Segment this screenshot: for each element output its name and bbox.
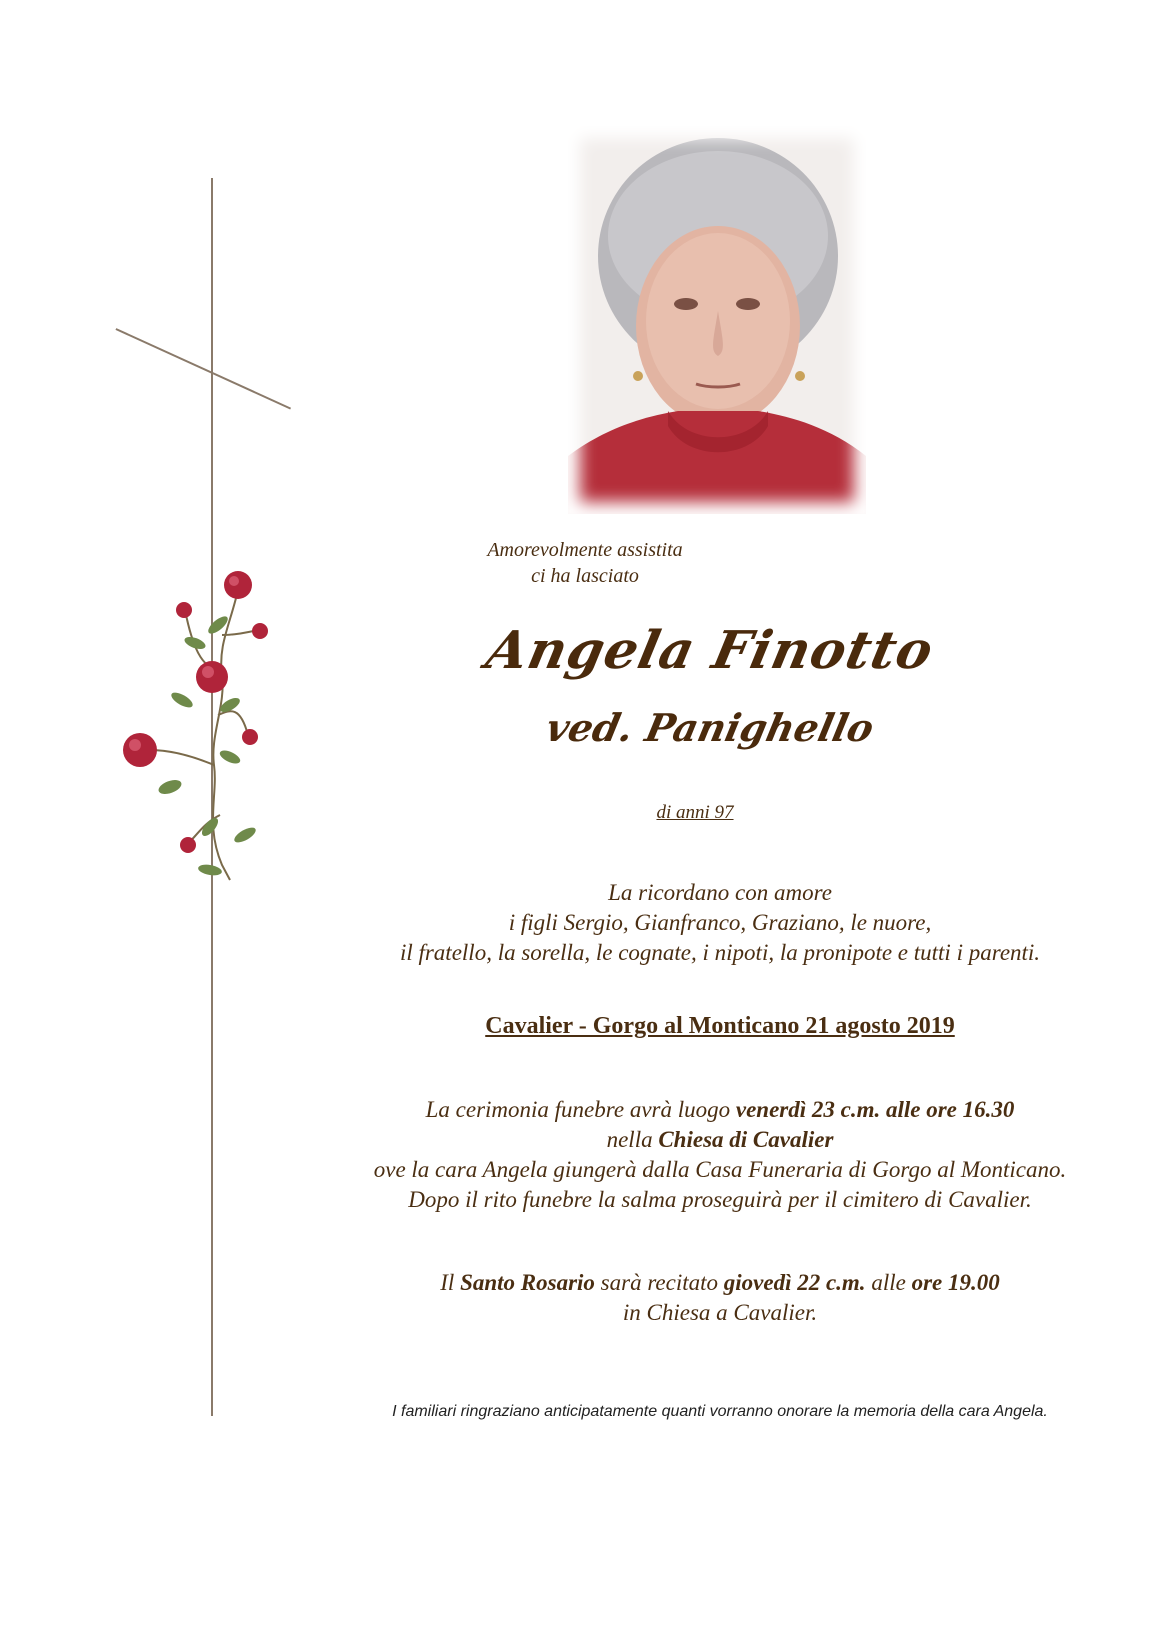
rose-leaves [157, 613, 258, 877]
mourners-line-1: La ricordano con amore [608, 880, 832, 905]
rose-flower-left [123, 733, 157, 767]
ceremony-line-1: La cerimonia funebre avrà luogo venerdì 23 c.m. alle ore 16.30 [425, 1097, 1015, 1122]
intro-line-2: ci ha lasciato [531, 565, 639, 587]
mourners-text [310, 878, 1130, 968]
deceased-age: di anni 97 [656, 802, 734, 823]
rose-flower-bud-3 [242, 729, 258, 745]
rose-flowers [123, 571, 268, 853]
mourners-line-2: i figli Sergio, Gianfranco, Graziano, le nuore, [508, 910, 932, 935]
ceremony-line-4: Dopo il rito funebre la salma proseguirà per il cimitero di Cavalier. [408, 1187, 1032, 1212]
place-date: Cavalier - Gorgo al Monticano 21 agosto 2019 [485, 1013, 955, 1039]
deceased-name: Angela Finotto [481, 620, 939, 681]
cross-horizontal-bar [116, 328, 291, 409]
ceremony-text [310, 1095, 1130, 1215]
mourners-line-3: il fratello, la sorella, le cognate, i nipoti, la pronipote e tutti i parenti. [399, 940, 1041, 965]
rosary-text [310, 1268, 1130, 1328]
rosary-line-1: Il Santo Rosario sarà recitato giovedì 22 c.m. alle ore 19.00 [440, 1270, 1000, 1295]
intro-line-1: Amorevolmente assistita [487, 539, 683, 561]
rose-flower-bud-1 [176, 602, 192, 618]
rosary-line-2: in Chiesa a Cavalier. [622, 1300, 818, 1325]
ceremony-line-2: nella Chiesa di Cavalier [606, 1127, 834, 1152]
deceased-married-name: ved. Panighello [542, 705, 878, 750]
intro-text [0, 537, 1170, 589]
rose-flower-bud-4 [180, 837, 196, 853]
rose-flower-mid [196, 661, 228, 693]
rose-flower-bud-2 [252, 623, 268, 639]
portrait-photo [568, 126, 866, 514]
ceremony-line-3: ove la cara Angela giungerà dalla Casa Funeraria di Gorgo al Monticano. [373, 1157, 1067, 1182]
roses-decoration [110, 565, 270, 905]
thanks-note: I familiari ringraziano anticipatamente quanti vorranno onorare la memoria della cara Angela. [392, 1403, 1048, 1420]
